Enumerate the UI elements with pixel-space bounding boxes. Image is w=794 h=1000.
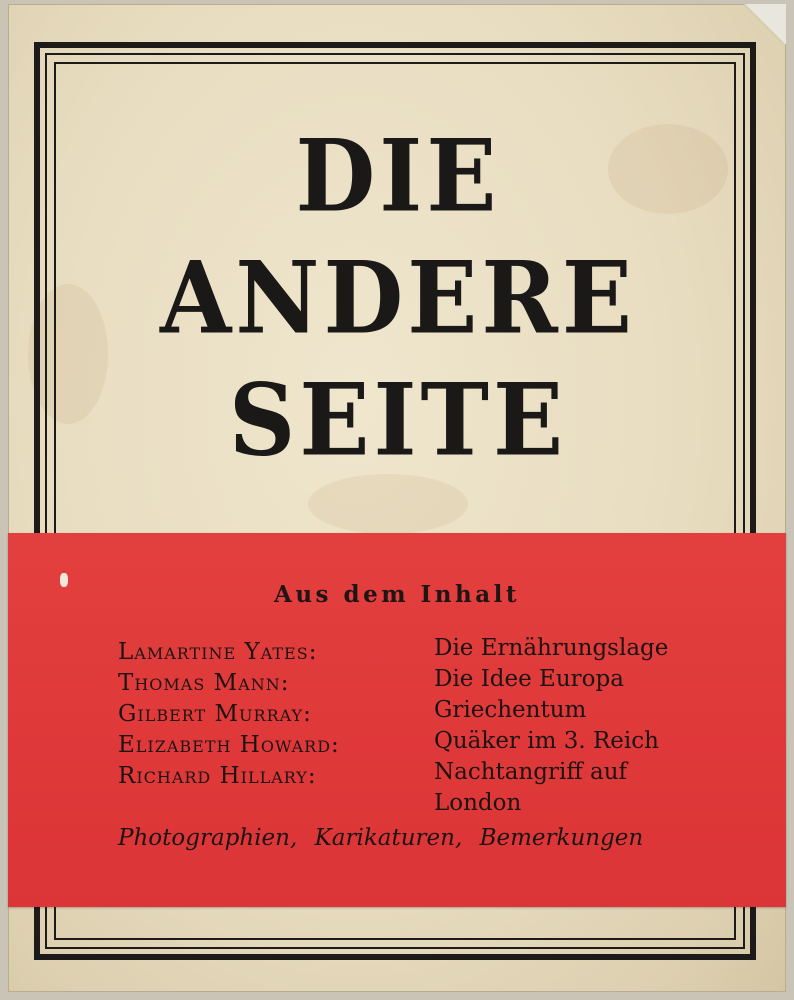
list-item [118,635,748,670]
list-item [118,728,748,763]
contents-list [118,635,748,825]
article-topic: Die Idee Europa [434,666,624,692]
author-name: Gilbert Murray: [118,701,312,727]
article-topic: Quäker im 3. Reich [434,728,659,754]
article-topic: Griechentum [434,697,587,723]
title-line-2: ANDERE [160,239,636,357]
list-item-continuation [118,790,748,825]
author-name: Richard Hillary: [118,763,317,789]
folded-corner [742,4,786,44]
contents-footer: Photographien, Karikaturen, Bemerkungen [118,825,644,851]
list-item [118,759,748,794]
author-name: Thomas Mann: [118,670,290,696]
article-topic-continuation: London [434,790,522,816]
article-topic: Nachtangriff auf [434,759,628,785]
author-name: Lamartine Yates: [118,639,318,665]
title-line-1: DIE [295,117,501,235]
list-item [118,666,748,701]
author-name: Elizabeth Howard: [118,732,340,758]
title-line-3: SEITE [228,361,568,479]
red-contents-band [8,533,786,907]
article-topic: Die Ernährungslage [434,635,669,661]
contents-heading: Aus dem Inhalt [273,581,521,608]
